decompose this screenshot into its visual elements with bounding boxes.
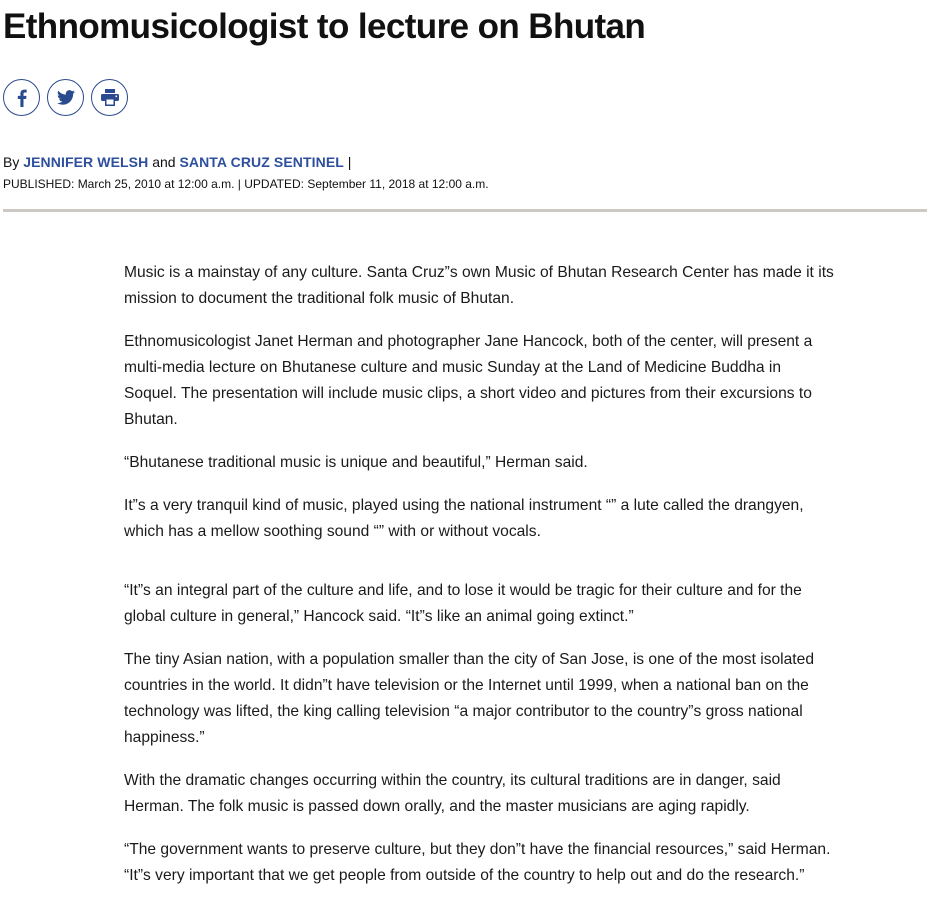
- byline-separator: |: [347, 154, 352, 170]
- author-link-jennifer-welsh[interactable]: JENNIFER WELSH: [23, 154, 149, 170]
- article-paragraph: With the dramatic changes occurring within the country, its cultural traditions are in danger, said Herman. The folk music is passed down orally, and the master musicians are aging rapidly.: [124, 772, 781, 815]
- share-bar: [3, 79, 128, 116]
- article-paragraph: “The government wants to preserve culture, but they don”t have the financial resources,” said Herman. “It”s very important that we get people from outside of the country to help out and do the research.”: [124, 841, 831, 884]
- header-divider: [3, 209, 927, 212]
- article-paragraph: The tiny Asian nation, with a population smaller than the city of San Jose, is one of the most isolated countries in the world. It didn”t have television or the Internet until 1999, when a national ban on the technology was lifted, the king calling television “a major contributor to the country”s gross national happiness.”: [124, 651, 814, 746]
- byline-conjunction: and: [152, 154, 176, 170]
- publish-dates: PUBLISHED: March 25, 2010 at 12:00 a.m. | UPDATED: September 11, 2018 at 12:00 a.m.: [3, 177, 489, 191]
- article-body: [124, 260, 836, 906]
- twitter-icon: [57, 90, 75, 105]
- article-paragraph: It”s a very tranquil kind of music, played using the national instrument “” a lute called the drangyen, which has a mellow soothing sound “” with or without vocals.: [124, 497, 804, 540]
- facebook-share-button[interactable]: [3, 79, 40, 116]
- byline: [3, 153, 351, 171]
- article-headline: Ethnomusicologist to lecture on Bhutan: [3, 7, 646, 46]
- article-paragraph: “It”s an integral part of the culture and life, and to lose it would be tragic for their culture and for the global culture in general,” Hancock said. “It”s like an animal going extinct.”: [124, 582, 802, 625]
- article-paragraph: Music is a mainstay of any culture. Santa Cruz”s own Music of Bhutan Research Center has made it its mission to document the traditional folk music of Bhutan.: [124, 264, 834, 307]
- facebook-icon: [17, 89, 27, 107]
- twitter-share-button[interactable]: [47, 79, 84, 116]
- print-button[interactable]: [91, 79, 128, 116]
- article-paragraph: “Bhutanese traditional music is unique and beautiful,” Herman said.: [124, 454, 588, 471]
- byline-prefix: By: [3, 154, 20, 170]
- article-paragraph: Ethnomusicologist Janet Herman and photographer Jane Hancock, both of the center, will present a multi-media lecture on Bhutanese culture and music Sunday at the Land of Medicine Buddha in Soquel. The presentation will include music clips, a short video and pictures from their excursions to Bhutan.: [124, 333, 813, 428]
- print-icon: [101, 89, 119, 106]
- author-link-santa-cruz-sentinel[interactable]: SANTA CRUZ SENTINEL: [179, 154, 344, 170]
